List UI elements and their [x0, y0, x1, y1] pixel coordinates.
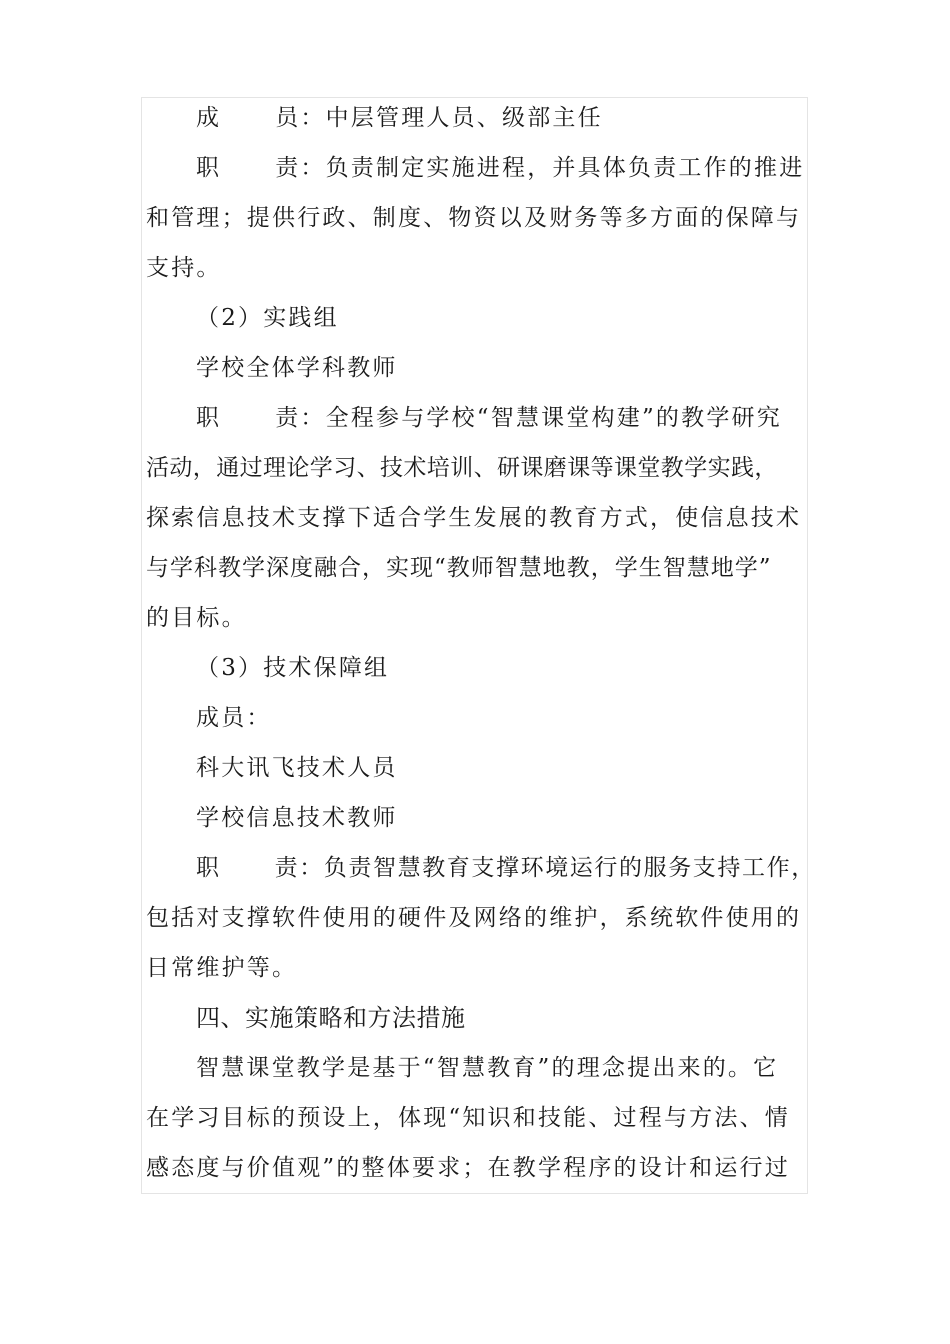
text-line: 在学习目标的预设上，体现“知识和技能、过程与方法、情 — [146, 1105, 790, 1131]
member-value: 员：中层管理人员、级部主任 — [275, 105, 603, 131]
text-line: 包括对支撑软件使用的硬件及网络的维护，系统软件使用的 — [146, 905, 802, 931]
duty-label-char: 职 — [196, 155, 222, 181]
text-line: 成员： — [196, 705, 272, 731]
duty-value: 责：全程参与学校“智慧课堂构建”的教学研究 — [275, 405, 782, 431]
duty-line — [196, 403, 782, 433]
text-line: 与学科教学深度融合，实现“教师智慧地教，学生智慧地学” — [146, 555, 772, 581]
text-line: 科大讯飞技术人员 — [196, 755, 398, 781]
text-line: 学校信息技术教师 — [196, 805, 398, 831]
duty-value: 责：负责制定实施进程，并具体负责工作的推进 — [275, 155, 805, 181]
section-tech-support-group: （3）技术保障组 — [196, 655, 390, 681]
section-practice-group: （2）实践组 — [196, 305, 339, 331]
duty-label-char: 职 — [196, 405, 222, 431]
text-line: 的目标。 — [146, 605, 247, 631]
text-line: 智慧课堂教学是基于“智慧教育”的理念提出来的。它 — [196, 1055, 779, 1081]
text-line: 日常维护等。 — [146, 955, 298, 981]
text-line: 活动，通过理论学习、技术培训、研课磨课等课堂教学实践， — [146, 455, 778, 481]
duty-line — [196, 853, 816, 883]
text-line: 感态度与价值观”的整体要求；在教学程序的设计和运行过 — [146, 1155, 790, 1181]
duty-value: 责：负责智慧教育支撑环境运行的服务支持工作， — [274, 855, 816, 881]
section-heading: 四、实施策略和方法措施 — [196, 1004, 466, 1032]
text-line: 支持。 — [146, 255, 222, 281]
member-line — [196, 103, 603, 133]
duty-line — [196, 153, 804, 183]
member-label-char: 成 — [196, 105, 222, 131]
duty-label-char: 职 — [196, 855, 221, 881]
text-line: 探索信息技术支撑下适合学生发展的教育方式，使信息技术 — [146, 505, 802, 531]
text-line: 和管理；提供行政、制度、物资以及财务等多方面的保障与 — [146, 205, 802, 231]
text-line: 学校全体学科教师 — [196, 355, 398, 381]
